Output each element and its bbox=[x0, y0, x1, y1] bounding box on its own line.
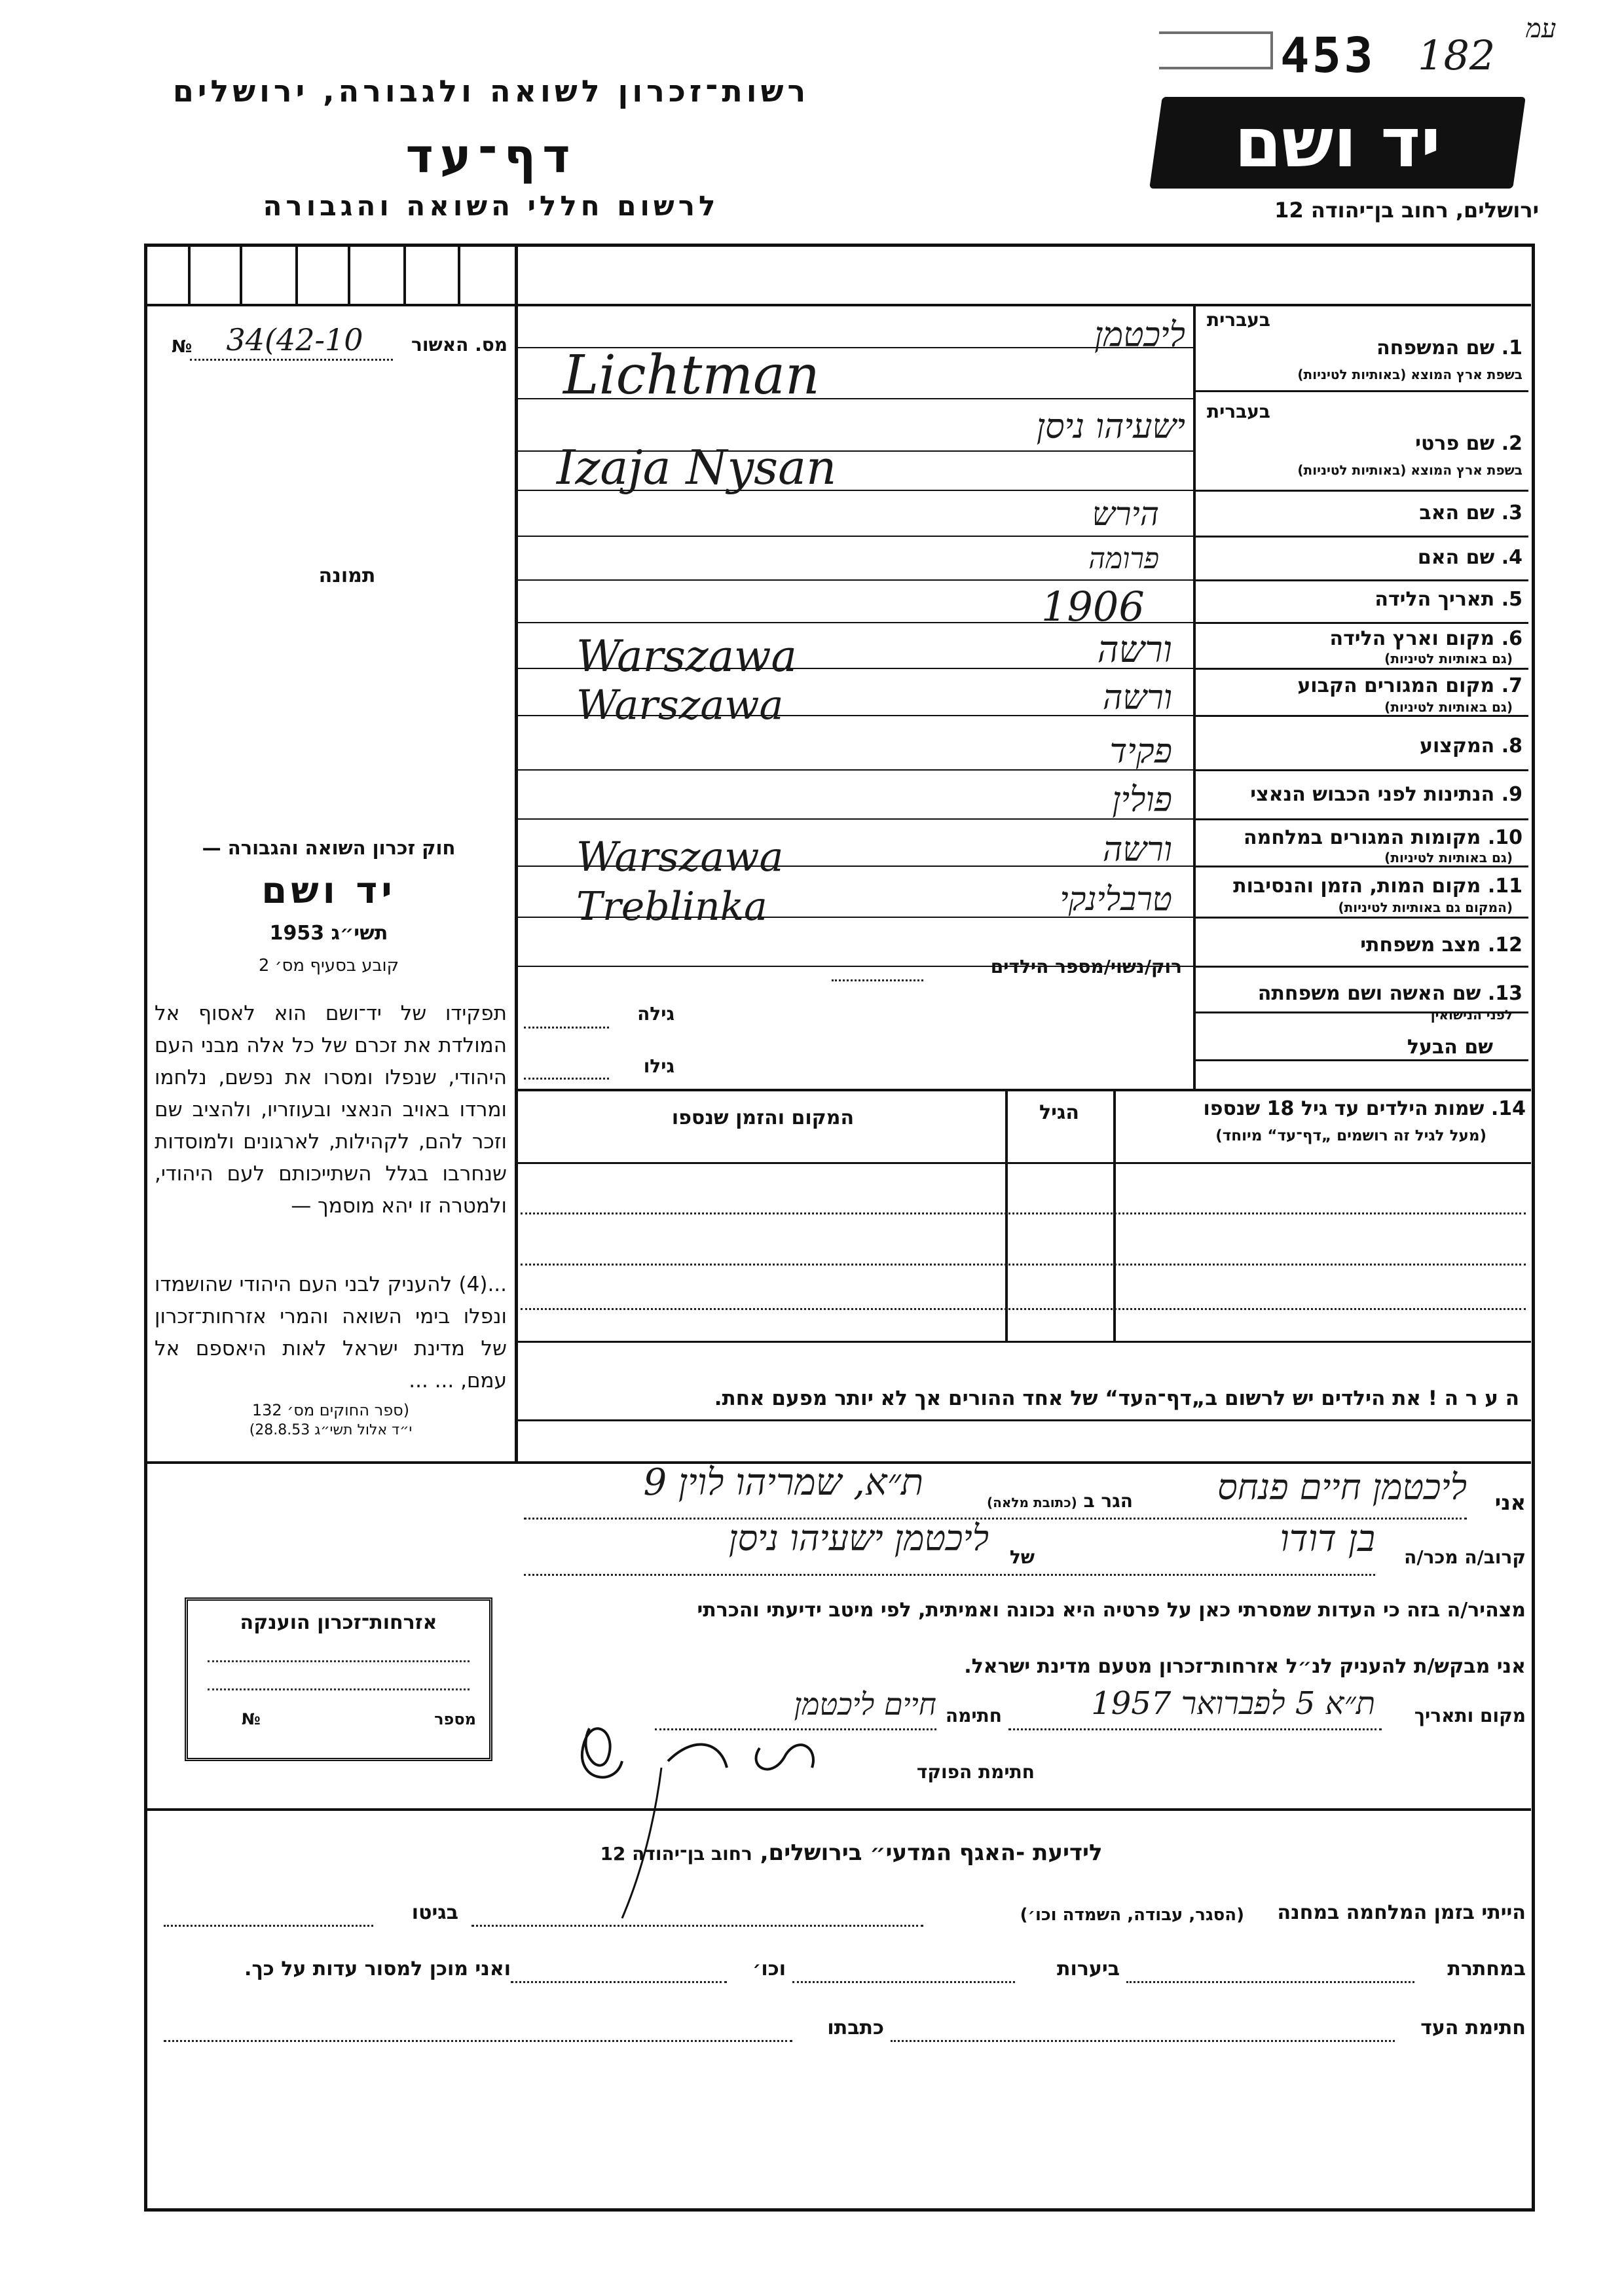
form-title: דף־עד bbox=[405, 128, 577, 183]
research-line2-a: במחתרת bbox=[1447, 1958, 1526, 1980]
field-1-latin: Lichtman bbox=[563, 344, 820, 407]
citizenship-number-label: מספר bbox=[434, 1710, 476, 1728]
law-clause: קובע בסעיף מס׳ 2 bbox=[258, 956, 399, 975]
field-4-value: פרומה bbox=[1088, 542, 1159, 575]
field-1-hebrew: ליכטמן bbox=[1094, 316, 1185, 355]
field-1-sub: בשפת ארץ המוצא (באותיות לטיניות) bbox=[1297, 367, 1522, 382]
research-line2-d: ואני מוכן למסור עדות על כך. bbox=[244, 1958, 511, 1980]
law-title: חוק זכרון השואה והגבורה — bbox=[202, 837, 456, 859]
decl-relation: בן דודו bbox=[1280, 1518, 1375, 1560]
research-line1-c: בגיטו bbox=[411, 1901, 458, 1924]
decl-relative-label: קרוב/ה מכר/ה bbox=[1404, 1546, 1526, 1568]
field-8-label: 8. המקצוע bbox=[1419, 735, 1522, 757]
field-9-value: פולין bbox=[1112, 780, 1172, 820]
law-text-2: ...(4) להעניק לבני העם היהודי שהושמדו ונפלו בימי השואה והמרי אזרחות־זכרון של מדינת ישראל לאות היאספם אל עמם, ... ... bbox=[155, 1273, 507, 1393]
research-line3-b: כתבתו bbox=[827, 2016, 884, 2039]
approval-number: 34(42-10 bbox=[226, 322, 363, 357]
field-13-label: 13. שם האשה ושם משפחתה bbox=[1257, 982, 1522, 1005]
decl-name: ליכטמן חיים פנחס bbox=[1217, 1467, 1467, 1508]
field-9-label: 9. הנתינות לפני הכבוש הנאצי bbox=[1250, 783, 1522, 806]
marital-options: רוק/נשוי/מספר הילדים bbox=[990, 956, 1182, 977]
citizenship-box-title: אזרחות־זכרון הוענקה bbox=[240, 1611, 437, 1634]
field-11-label: 11. מקום המות, הזמן והנסיבות bbox=[1233, 875, 1522, 898]
children-col-place: המקום והזמן שנספו bbox=[671, 1106, 855, 1129]
decl-signature: חיים ליכטמן bbox=[794, 1686, 936, 1722]
field-3-label: 3. שם האב bbox=[1419, 501, 1522, 524]
field-6-hebrew: ורשה bbox=[1097, 629, 1172, 671]
decl-officer-label: חתימת הפוקד bbox=[916, 1761, 1035, 1783]
field-4-label: 4. שם האם bbox=[1417, 546, 1522, 569]
field-7-latin: Warszawa bbox=[576, 681, 784, 729]
photo-label: תמונה bbox=[318, 564, 376, 587]
citizenship-no: № bbox=[241, 1710, 261, 1728]
research-line3-a: חתימת העד bbox=[1420, 2016, 1526, 2039]
children-subtitle: (מעל לגיל זה רושמים „דף־עד“ מיוחד) bbox=[1215, 1127, 1486, 1144]
faint-stamp bbox=[1159, 31, 1273, 69]
research-line1-b: (הסגר, עבודה, השמדה וכו׳) bbox=[1020, 1905, 1244, 1925]
authority-line: רשות־זכרון לשואה ולגבורה, ירושלים bbox=[172, 73, 810, 109]
decl-residing-label: הגר ב (כתובת מלאה) bbox=[986, 1490, 1133, 1512]
field-7-label: 7. מקום המגורים הקבוע bbox=[1297, 674, 1522, 697]
logo-text: יד ושם bbox=[1234, 103, 1441, 183]
decl-statement: מצהיר/ה בזה כי העדות שמסרתי כאן על פרטיה היא נכונה ואמיתית, לפי מיטב ידיעתי והכרתי bbox=[697, 1599, 1526, 1622]
field-1-lang: בעברית bbox=[1206, 309, 1270, 331]
form-subtitle: לרשום חללי השואה והגבורה bbox=[263, 190, 720, 222]
decl-signature-label: חתימה bbox=[945, 1705, 1002, 1726]
field-2-label: 2. שם פרטי bbox=[1415, 432, 1522, 455]
decl-address: ת״א, שמריהו לוין 9 bbox=[643, 1461, 923, 1504]
law-source: (ספר החוקים מס׳ 132 bbox=[251, 1401, 410, 1419]
field-12-label: 12. מצב משפחתי bbox=[1360, 934, 1522, 957]
stamp-extra: עמ bbox=[1526, 14, 1557, 44]
field-6-label: 6. מקום וארץ הלידה bbox=[1329, 627, 1522, 650]
officer-signature bbox=[563, 1689, 930, 1925]
children-note: ה ע ר ה ! את הילדים יש לרשום ב„דף־העד“ של אחד ההורים אך לא יותר מפעם אחת. bbox=[714, 1387, 1519, 1410]
law-text: תפקידו של יד־ושם הוא לאסוף אל המולדת את זכרם של כל אלה מבני העם היהודי, שנפלו ומסרו את נפשם, נלחמו ומרדו באויב הנאצי ובעוזריו, ולהציב שם וזכר להם, לקהילות, לארגונים ולמוסדות שנחרבו בגלל השתייכותם לעם היהודי, ולמטרה זו יהא מוסמך — bbox=[155, 1002, 507, 1218]
field-3-value: הירש bbox=[1092, 495, 1159, 533]
field-2-lang: בעברית bbox=[1206, 401, 1270, 422]
field-13-sub: לפני הנישואין bbox=[1430, 1007, 1513, 1023]
field-5-label: 5. תאריך הלידה bbox=[1375, 588, 1522, 611]
decl-of-label: של bbox=[1009, 1546, 1035, 1568]
age-label-2: גילו bbox=[643, 1055, 674, 1077]
field-11-latin: Treblinka bbox=[576, 884, 767, 930]
law-name: יד ושם bbox=[261, 869, 396, 912]
field-6-latin: Warszawa bbox=[576, 631, 797, 682]
decl-request: אני מבקש/ת להעניק לנ״ל אזרחות־זכרון מטעם מדינת ישראל. bbox=[964, 1655, 1526, 1678]
field-11-sub: (המקום גם באותיות לטיניות) bbox=[1338, 900, 1513, 915]
decl-place-date-label: מקום ותאריך bbox=[1414, 1705, 1526, 1726]
children-col-age: הגיל bbox=[1039, 1101, 1079, 1124]
age-label-1: גילה bbox=[637, 1003, 674, 1025]
field-2-latin: Izaja Nysan bbox=[557, 440, 837, 495]
stamp-handwritten: 182 bbox=[1418, 31, 1496, 79]
decl-relative-name: ליכטמן ישעיהו ניסן bbox=[728, 1518, 989, 1559]
citizenship-box bbox=[185, 1597, 492, 1761]
approval-label: מס. האשור bbox=[411, 334, 507, 355]
husband-label: שם הבעל bbox=[1407, 1036, 1493, 1059]
field-10-label: 10. מקומות המגורים במלחמה bbox=[1244, 826, 1522, 849]
law-year: תשי״ג 1953 bbox=[269, 922, 388, 945]
field-11-hebrew: טרבלינקי bbox=[1060, 880, 1172, 918]
field-10-hebrew: ורשה bbox=[1102, 830, 1172, 869]
children-title: 14. שמות הילדים עד גיל 18 שנספו bbox=[1203, 1097, 1526, 1120]
field-1-label: 1. שם המשפחה bbox=[1376, 337, 1522, 359]
decl-place-date: ת״א 5 לפברואר 1957 bbox=[1091, 1685, 1375, 1722]
research-line2-b: ביערות bbox=[1057, 1958, 1120, 1980]
research-line2-c: וכו׳ bbox=[752, 1958, 786, 1980]
address: ירושלים, רחוב בן־יהודה 12 bbox=[1274, 198, 1539, 223]
field-5-value: 1906 bbox=[1041, 583, 1145, 630]
research-line1-a: הייתי בזמן המלחמה במחנה bbox=[1277, 1901, 1526, 1924]
field-10-latin: Warszawa bbox=[576, 833, 784, 881]
stamp-number: 453 bbox=[1280, 27, 1376, 84]
field-2-hebrew: ישעיהו ניסן bbox=[1036, 407, 1185, 446]
field-7-sub: (גם באותיות לטיניות) bbox=[1384, 699, 1513, 715]
field-2-sub: בשפת ארץ המוצא (באותיות לטיניות) bbox=[1297, 462, 1522, 478]
approval-no-prefix: № bbox=[172, 337, 193, 357]
field-8-value: פקיד bbox=[1109, 732, 1172, 771]
field-7-hebrew: ורשה bbox=[1102, 678, 1172, 718]
decl-i-label: אני bbox=[1494, 1490, 1526, 1515]
research-title: לידיעת -האגף המדעי״ בירושלים, רחוב בן־יהודה 12 bbox=[600, 1840, 1103, 1866]
field-6-sub: (גם באותיות לטיניות) bbox=[1384, 651, 1513, 666]
yad-vashem-logo bbox=[1149, 97, 1526, 189]
law-source-date: י״ד אלול תשי״ג 28.8.53) bbox=[249, 1422, 413, 1438]
field-10-sub: (גם באותיות לטיניות) bbox=[1384, 850, 1513, 866]
